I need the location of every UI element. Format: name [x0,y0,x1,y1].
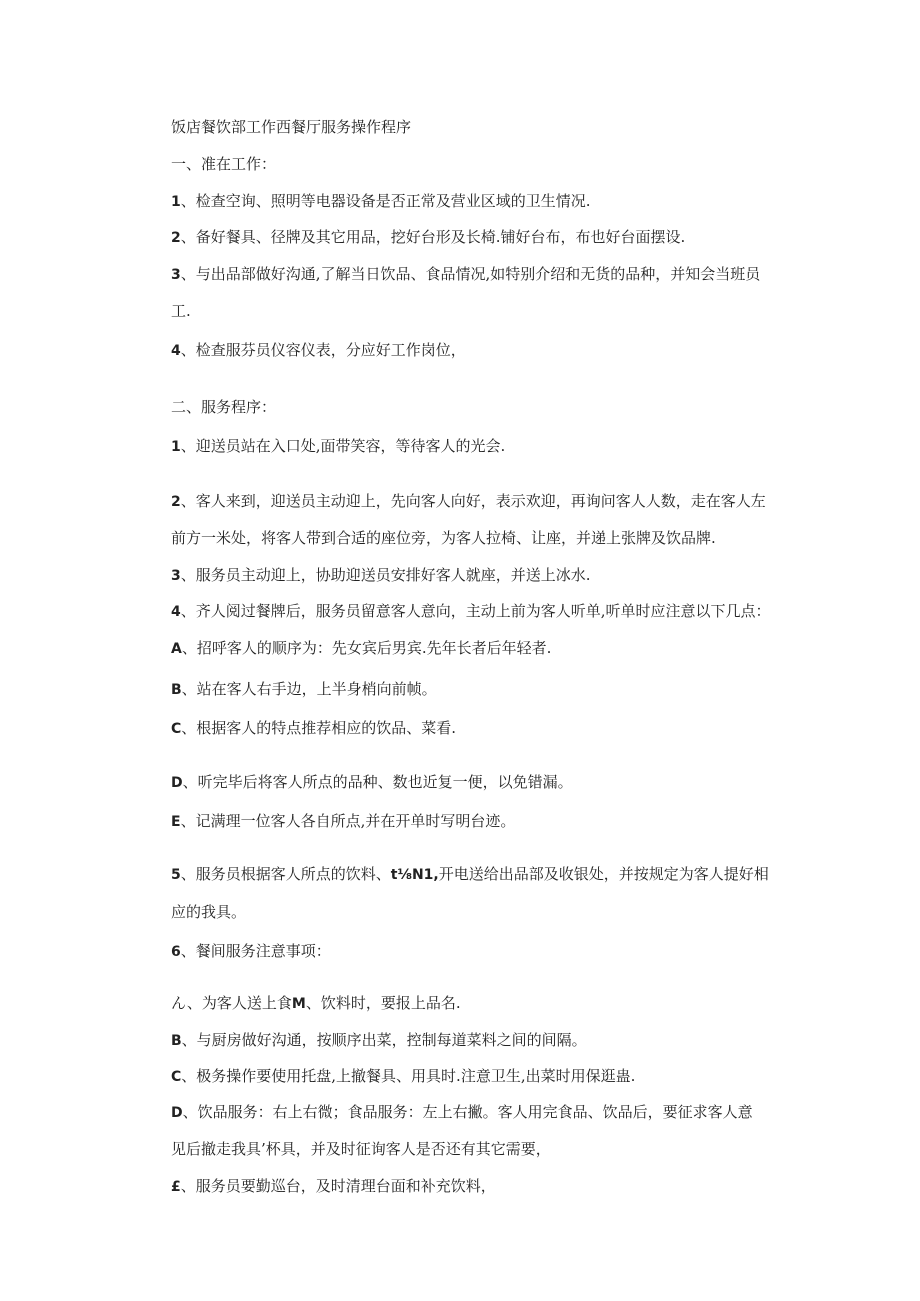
section1-item-1 [171,191,791,212]
item-text: 、招呼客人的顺序为：先女宾后男宾.先年长者后年轻者. [181,639,552,657]
section2-item-a [171,638,791,659]
item-number: 1 [171,439,181,455]
section2-item-2 [171,491,791,512]
section2-item-6a [171,993,791,1014]
item-number: 6 [171,944,181,960]
item-letter: E [171,814,181,830]
item-text: 、服务员要勤巡台，及时清理台面和补充饮料， [180,1177,496,1195]
section2-item-3 [171,565,791,586]
item-number: 4 [171,343,181,359]
item-text: 、检查空询、照明等电器设备是否正常及营业区域的卫生情况. [180,192,591,210]
item-text: 、客人来到，迎送员主动迎上，先向客人向好，表示欢迎，再询问客人人数，走在客人左 [180,492,766,510]
section1-item-3 [171,264,791,285]
item-letter: D [171,775,183,791]
section2-item-5 [171,864,791,885]
item-text-rest: 开电送给出品部及收银处，并按规定为客人提好相 [438,865,769,883]
item-text: 、极务操作要使用托盘,上撤餐具、用具时.注意卫生,出菜时用保逛蛊. [181,1067,636,1085]
item-text: 、餐间服务注意事项： [180,942,331,960]
item-number: 2 [171,494,181,510]
item-text: 、站在客人右手边，上半身梢向前帧。 [181,680,437,698]
garbled-char: M [291,996,306,1012]
item-text: 、检查服芬员仪容仪表，分应好工作岗位， [180,341,466,359]
section1-item-2 [171,227,791,248]
item-number: 1 [171,194,181,210]
item-letter: D [171,1105,183,1121]
section2-item-6c [171,1066,791,1087]
item-number: 3 [171,267,181,283]
item-text: 、备好餐具、径牌及其它用品，挖好台形及长椅.铺好台布，布也好台面摆设. [180,228,686,246]
item-number: 4 [171,604,181,620]
section1-item-3-cont: 工. [171,302,191,320]
document-title: 饭店餐饮部工作西餐厅服务操作程序 [171,118,412,136]
item-text: 、服务员根据客人所点的饮料、 [180,865,391,883]
item-text: 、服务员主动迎上，协助迎送员安排好客人就座，并送上冰水. [180,566,591,584]
item-letter: B [171,682,182,698]
section2-item-6e [171,1176,791,1197]
section2-item-2-cont: 前方一米处，将客人带到合适的座位旁，为客人拉椅、让座，并递上张牌及饮品牌. [171,529,716,547]
section2-item-e [171,811,791,832]
item-text: ん、为客人送上食 [171,994,292,1012]
item-number: 2 [171,230,181,246]
item-text: 、饮品服务：右上右微；食品服务：左上右撇。客人用完食品、饮品后，要征求客人意 [182,1103,753,1121]
item-letter: A [171,641,182,657]
item-letter: B [171,1033,182,1049]
section2-item-6d-cont: 见后撤走我具’杯具，并及时征询客人是否还有其它需要， [171,1140,551,1158]
section2-item-d [171,772,791,793]
item-text: 、齐人阅过餐牌后，服务员留意客人意向，主动上前为客人听单,听单时应注意以下几点： [180,602,771,620]
section2-item-c [171,718,791,739]
section1-item-4 [171,340,791,361]
section2-item-b [171,679,791,700]
section2-item-1 [171,436,791,457]
item-text: 、听完毕后将客人所点的品种、数也近复一便，以免错漏。 [182,773,573,791]
item-text-rest: 、饮料时，要报上品名. [305,994,461,1012]
item-letter: £ [171,1179,181,1195]
item-text: 、与出品部做好沟通,了解当日饮品、食品情况,如特别介绍和无货的品种，并知会当班员 [180,265,761,283]
section1-heading: 一、准在工作： [171,155,277,173]
garbled-code: t⅛N1, [390,867,439,883]
item-letter: C [171,721,182,737]
section2-item-4 [171,601,791,622]
section2-item-6d [171,1102,791,1123]
item-number: 5 [171,867,181,883]
item-text: 、记满理一位客人各自所点,并在开单时写明台迹。 [180,812,516,830]
section2-heading: 二、服务程序： [171,398,277,416]
section2-item-6 [171,941,791,962]
item-letter: C [171,1069,182,1085]
item-text: 、根据客人的特点推荐相应的饮品、菜看. [181,719,457,737]
item-number: 3 [171,568,181,584]
item-text: 、迎送员站在入口处,面带笑容，等待客人的光会. [180,437,506,455]
section2-item-5-cont: 应的我具。 [171,903,247,921]
section2-item-6b [171,1030,791,1051]
item-text: 、与厨房做好沟通，按顺序出菜，控制每道菜料之间的间隔。 [181,1031,587,1049]
